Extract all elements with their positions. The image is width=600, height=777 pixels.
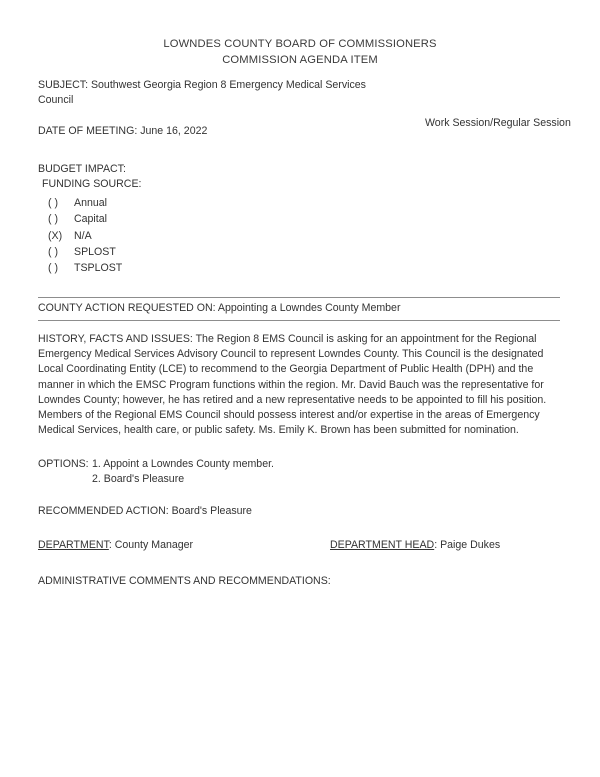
department-field xyxy=(38,538,193,553)
subject-line: SUBJECT: Southwest Georgia Region 8 Emergency Medical Services Council xyxy=(38,79,366,107)
header-line-document-type: COMMISSION AGENDA ITEM xyxy=(222,54,378,66)
county-action-line: COUNTY ACTION REQUESTED ON: Appointing a Lowndes County Member xyxy=(38,302,401,314)
document-body xyxy=(38,78,571,589)
date-of-meeting-line: DATE OF MEETING: June 16, 2022 xyxy=(38,125,208,138)
checkbox-annual[interactable]: ( ) xyxy=(48,197,58,210)
divider-below-county-action xyxy=(38,320,560,321)
options-item-2: 2. Board's Pleasure xyxy=(92,473,185,486)
administrative-comments-label: ADMINISTRATIVE COMMENTS AND RECOMMENDATIONS: xyxy=(38,575,331,588)
checkbox-na[interactable]: (X) xyxy=(48,229,63,242)
funding-option-na[interactable] xyxy=(38,228,560,244)
funding-option-label-tsplost: TSPLOST xyxy=(74,262,123,275)
funding-option-label-splost: SPLOST xyxy=(74,245,116,258)
checkbox-tsplost[interactable]: ( ) xyxy=(48,262,58,275)
department-label: DEPARTMENT xyxy=(38,539,109,552)
options-section xyxy=(38,457,560,488)
county-action-section xyxy=(38,297,560,321)
funding-option-splost[interactable] xyxy=(38,244,560,260)
funding-source-label: FUNDING SOURCE: xyxy=(42,177,142,190)
header-line-organization: LOWNDES COUNTY BOARD OF COMMISSIONERS xyxy=(163,38,437,50)
options-item-1: 1. Appoint a Lowndes County member. xyxy=(92,457,274,470)
options-indent-spacer xyxy=(38,472,92,488)
department-value: : County Manager xyxy=(108,539,194,552)
department-head-field xyxy=(330,538,500,553)
funding-option-label-na: N/A xyxy=(74,229,92,242)
funding-option-capital[interactable] xyxy=(38,211,560,227)
checkbox-splost[interactable]: ( ) xyxy=(48,245,58,258)
options-row-1 xyxy=(38,457,560,473)
recommended-action-line: RECOMMENDED ACTION: Board's Pleasure xyxy=(38,504,252,517)
checkbox-capital[interactable]: ( ) xyxy=(48,213,58,226)
department-head-label: DEPARTMENT HEAD xyxy=(330,539,435,552)
history-facts-issues-paragraph: HISTORY, FACTS AND ISSUES: The Region 8 EMS Council is asking for an appointment for the Regional Emergency Medical Services Advisory Council to represent Lowndes County. This Council is the designated Local Coordinating Entity (LCE) to recommend to the Georgia Department of Public Health (DPH) and the manner in which the EMSC Program functions within the region. Mr. David Bauch was the representative for Lowndes County; however, he has retired and a new representative needs to be appointed to fill his position. Members of the Regional EMS Council should possess interest and/or expertise in the areas of Emergency Medical Services, health care, or public safety. Ms. Emily K. Brown has been submitted for nomination. xyxy=(38,332,547,437)
department-head-value: : Paige Dukes xyxy=(434,539,501,552)
document-header xyxy=(0,0,600,68)
funding-option-annual[interactable] xyxy=(38,195,560,211)
budget-impact-label: BUDGET IMPACT: xyxy=(38,162,126,175)
options-label: OPTIONS: xyxy=(38,457,89,470)
session-type-note: Work Session/Regular Session xyxy=(425,117,571,129)
department-row xyxy=(38,538,560,554)
funding-option-label-capital: Capital xyxy=(74,213,107,226)
funding-option-label-annual: Annual xyxy=(74,197,107,210)
options-row-2 xyxy=(38,472,560,488)
funding-source-options xyxy=(38,195,560,276)
funding-option-tsplost[interactable] xyxy=(38,260,560,276)
budget-impact-section xyxy=(38,162,560,277)
